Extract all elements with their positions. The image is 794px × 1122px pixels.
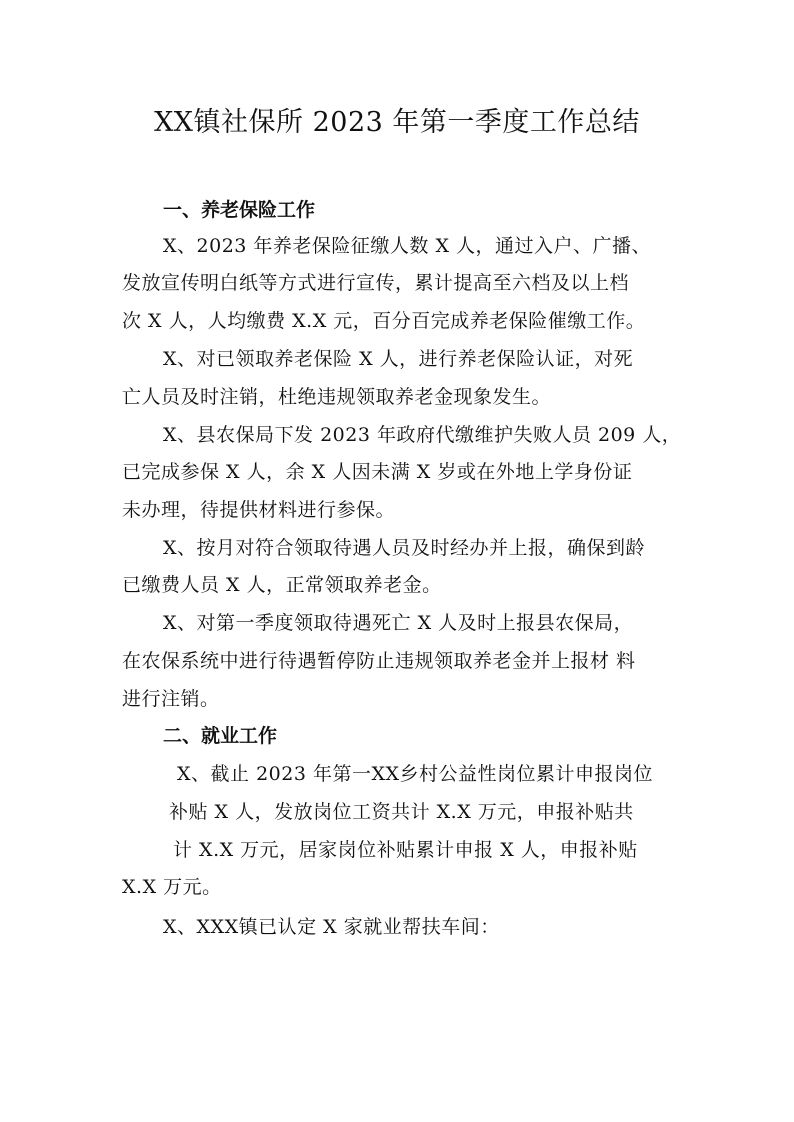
paragraph-line: 在农保系统中进行待遇暂停防止违规领取养老金并上报材 料 xyxy=(122,650,636,672)
paragraph-line: 已完成参保 X 人，余 X 人因未满 X 岁或在外地上学身份证 xyxy=(122,461,633,483)
paragraph-line: 发放宣传明白纸等方式进行宣传，累计提高至六档及以上档 xyxy=(122,272,630,294)
section-heading-pension: 一、养老保险工作 xyxy=(163,199,316,221)
paragraph-line: X、县农保局下发 2023 年政府代缴维护失败人员 209 人， xyxy=(163,424,682,446)
paragraph-line: X、XXX镇已认定 X 家就业帮扶车间： xyxy=(163,916,500,938)
paragraph-line: 补贴 X 人，发放岗位工资共计 X.X 万元，申报补贴共 xyxy=(169,801,634,823)
document-title: XX镇社保所 2023 年第一季度工作总结 xyxy=(154,107,640,138)
section-heading-employment: 二、就业工作 xyxy=(163,725,278,747)
paragraph-line: 已缴费人员 X 人，正常领取养老金。 xyxy=(122,574,442,596)
paragraph-line: X、截止 2023 年第一XX乡村公益性岗位累计申报岗位 xyxy=(177,763,654,785)
paragraph-line: X、对已领取养老保险 X 人，进行养老保险认证，对死 xyxy=(163,348,634,370)
paragraph-line: 次 X 人，人均缴费 X.X 元，百分百完成养老保险催缴工作。 xyxy=(122,310,646,332)
paragraph-line: X、2023 年养老保险征缴人数 X 人，通过入户、广播、 xyxy=(163,235,652,257)
paragraph-line: 未办理，待提供材料进行参保。 xyxy=(122,499,396,521)
paragraph-line: 进行注销。 xyxy=(122,688,220,710)
paragraph-line: X、对第一季度领取待遇死亡 X 人及时上报县农保局， xyxy=(163,612,634,634)
paragraph-line: X、按月对符合领取待遇人员及时经办并上报，确保到龄 xyxy=(163,537,646,559)
paragraph-line: 计 X.X 万元，居家岗位补贴累计申报 X 人，申报补贴 xyxy=(173,839,638,861)
paragraph-line: 亡人员及时注销，杜绝违规领取养老金现象发生。 xyxy=(122,386,552,408)
paragraph-line: X.X 万元。 xyxy=(122,876,222,898)
